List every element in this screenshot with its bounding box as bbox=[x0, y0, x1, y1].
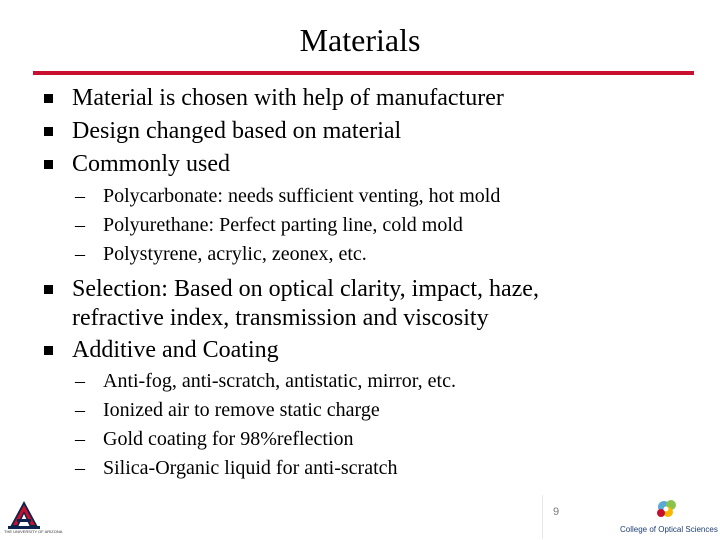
dash-marker: – bbox=[75, 214, 85, 236]
bullet-item-continuation: refractive index, transmission and viscosity bbox=[72, 305, 489, 331]
sub-item: Polystyrene, acrylic, zeonex, etc. bbox=[103, 243, 367, 265]
dash-marker: – bbox=[75, 457, 85, 479]
bullet-marker bbox=[44, 285, 53, 294]
block-a-icon bbox=[4, 500, 44, 530]
bullet-item: Material is chosen with help of manufacturer bbox=[72, 85, 504, 111]
page-number: 9 bbox=[552, 506, 560, 518]
sub-item: Polycarbonate: needs sufficient venting, hot mold bbox=[103, 185, 501, 207]
optical-sciences-emblem-icon bbox=[616, 498, 720, 524]
dash-marker: – bbox=[75, 370, 85, 392]
bullet-marker bbox=[44, 346, 53, 355]
sub-item: Ionized air to remove static charge bbox=[103, 399, 380, 421]
bullet-item: Selection: Based on optical clarity, impact, haze, bbox=[72, 276, 539, 302]
university-logo-caption: THE UNIVERSITY OF ARIZONA bbox=[4, 530, 63, 535]
bullet-marker bbox=[44, 94, 53, 103]
bullet-marker bbox=[44, 127, 53, 136]
bullet-marker bbox=[44, 160, 53, 169]
slide-title: Materials bbox=[299, 22, 421, 58]
university-of-arizona-logo bbox=[4, 500, 63, 538]
sub-item: Gold coating for 98%reflection bbox=[103, 428, 354, 450]
title-divider bbox=[33, 71, 694, 75]
dash-marker: – bbox=[75, 243, 85, 265]
dash-marker: – bbox=[75, 399, 85, 421]
dash-marker: – bbox=[75, 185, 85, 207]
sub-item: Anti-fog, anti-scratch, antistatic, mirror, etc. bbox=[103, 370, 456, 392]
bullet-item: Additive and Coating bbox=[72, 337, 279, 363]
dash-marker: – bbox=[75, 428, 85, 450]
bullet-item: Commonly used bbox=[72, 151, 231, 177]
college-logo-caption: College of Optical Sciences bbox=[620, 525, 718, 534]
sub-item: Silica-Organic liquid for anti-scratch bbox=[103, 457, 398, 479]
sub-item: Polyurethane: Perfect parting line, cold mold bbox=[103, 214, 463, 236]
bullet-item: Design changed based on material bbox=[72, 118, 402, 144]
college-of-optical-sciences-logo bbox=[616, 498, 720, 540]
page-number-divider bbox=[542, 495, 543, 539]
